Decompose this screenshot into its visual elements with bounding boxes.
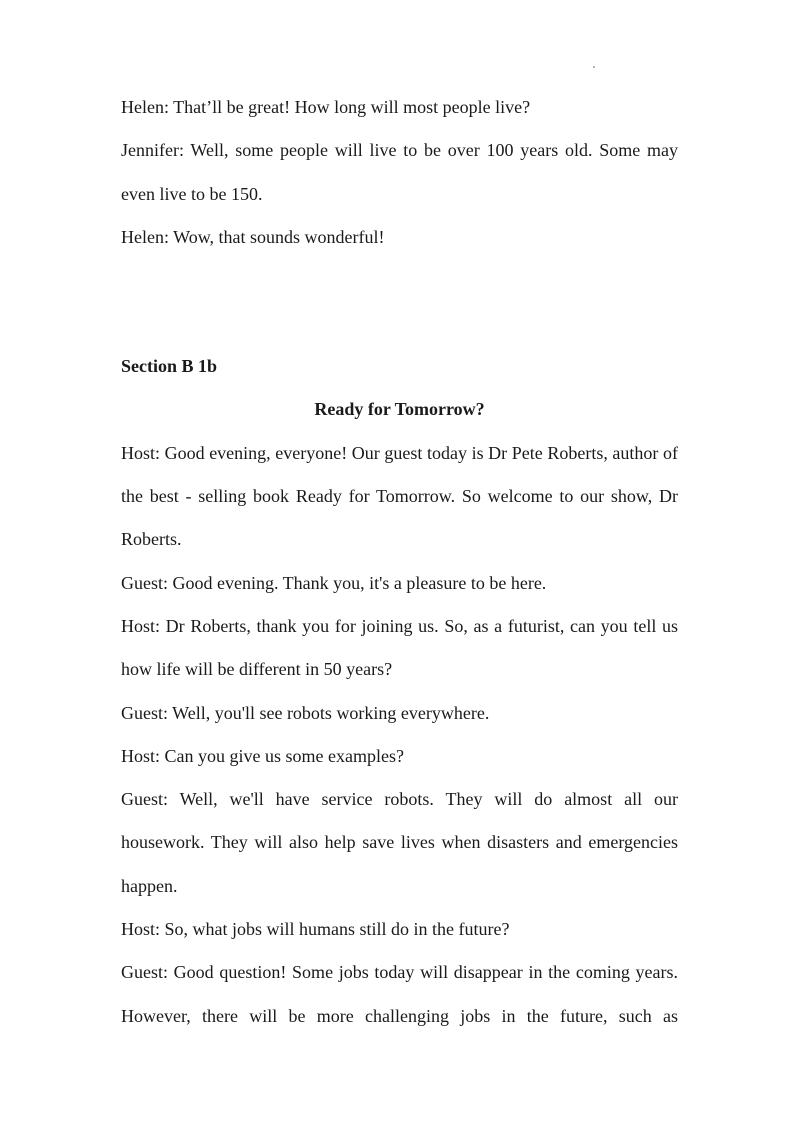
dialogue-line: Host: Good evening, everyone! Our guest today is Dr Pete Roberts, author of the best - selling book Ready for Tomorrow. So welcome to our show, Dr Roberts. xyxy=(121,442,678,550)
dialogue-line: Host: Can you give us some examples? xyxy=(121,745,404,766)
page-mark xyxy=(593,66,595,68)
section-spacer xyxy=(121,259,678,345)
section-label: Section B 1b xyxy=(121,356,218,377)
document-page xyxy=(121,86,678,1038)
dialogue-line: Host: So, what jobs will humans still do in the future? xyxy=(121,919,510,940)
dialogue-line: Jennifer: Well, some people will live to be over 100 years old. Some may even live to be 150. xyxy=(121,140,678,204)
dialogue-line: Host: Dr Roberts, thank you for joining us. So, as a futurist, can you tell us how life will be different in 50 years? xyxy=(121,615,678,680)
section-title: Ready for Tomorrow? xyxy=(314,399,485,420)
dialogue-line: Guest: Well, you'll see robots working everywhere. xyxy=(121,702,490,723)
dialogue-line: Guest: Good evening. Thank you, it's a pleasure to be here. xyxy=(121,572,547,593)
dialogue-line: Guest: Well, we'll have service robots. They will do almost all our housework. They will also help save lives when disasters and emergencies happen. xyxy=(121,789,678,896)
dialogue-line: Guest: Good question! Some jobs today will disappear in the coming years. However, there will be more challenging jobs in the future, such as xyxy=(121,962,678,1026)
dialogue-line: Helen: That’ll be great! How long will most people live? xyxy=(121,97,531,117)
dialogue-line: Helen: Wow, that sounds wonderful! xyxy=(121,226,385,247)
